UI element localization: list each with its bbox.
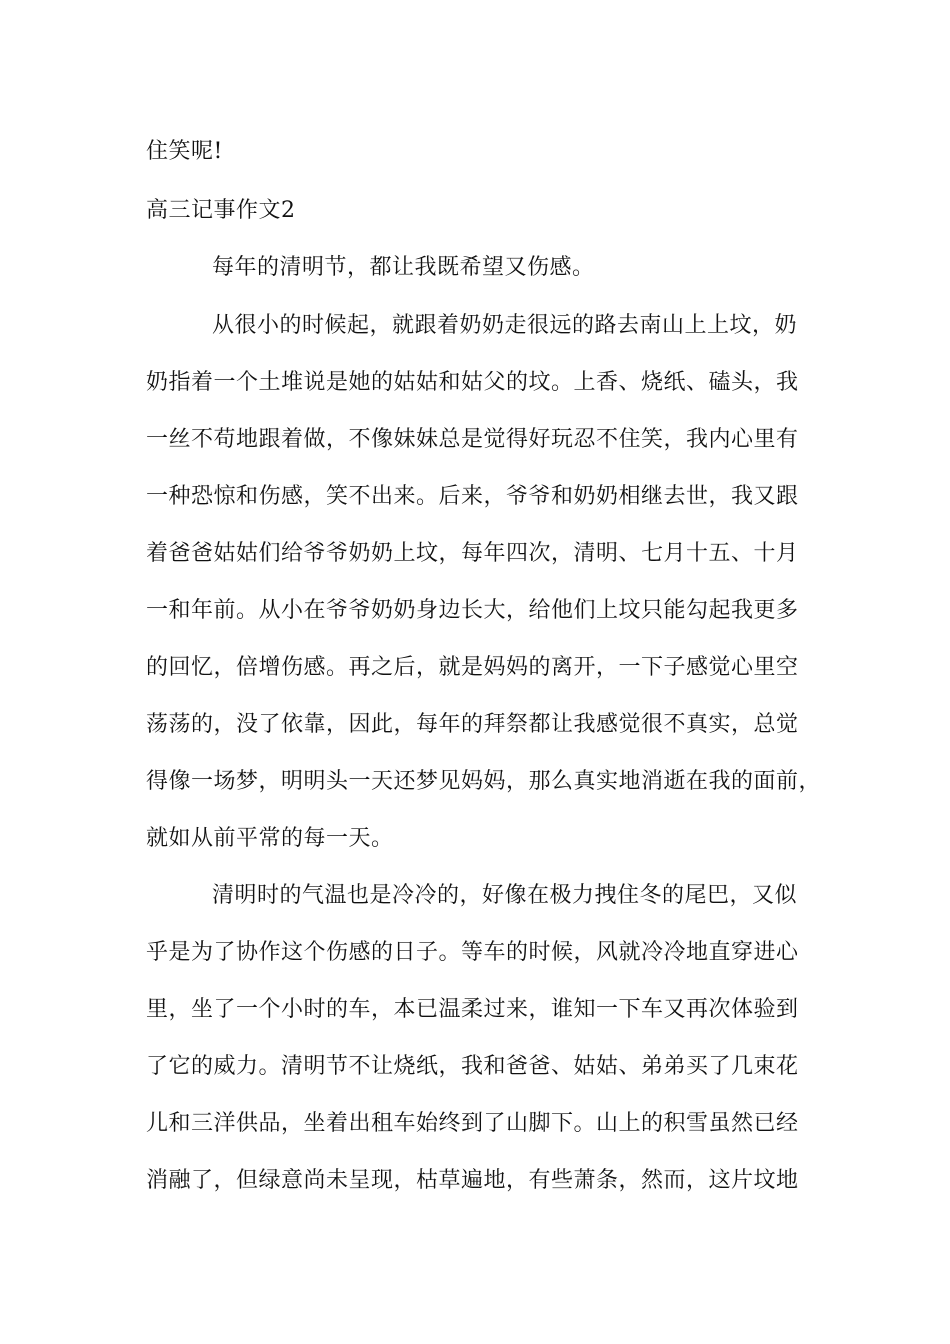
section-heading: 高三记事作文2 bbox=[146, 198, 296, 223]
text-line: 奶指着一个土堆说是她的姑姑和姑父的坟。上香、烧纸、磕头，我 bbox=[146, 370, 799, 395]
text-line: 得像一场梦，明明头一天还梦见妈妈，那么真实地消逝在我的面前， bbox=[146, 769, 822, 794]
text-line: 的回忆，倍增伤感。再之后，就是妈妈的离开，一下子感觉心里空 bbox=[146, 655, 799, 680]
text-line: 就如从前平常的每一天。 bbox=[146, 826, 394, 851]
text-line: 儿和三洋供品，坐着出租车始终到了山脚下。山上的积雪虽然已经 bbox=[146, 1111, 799, 1136]
text-line: 一种恐惊和伤感，笑不出来。后来，爷爷和奶奶相继去世，我又跟 bbox=[146, 484, 799, 509]
text-line: 清明时的气温也是冷冷的，好像在极力拽住冬的尾巴，又似 bbox=[212, 883, 798, 908]
text-line: 里，坐了一个小时的车，本已温柔过来，谁知一下车又再次体验到 bbox=[146, 997, 799, 1022]
text-line: 一丝不苟地跟着做，不像妹妹总是觉得好玩忍不住笑，我内心里有 bbox=[146, 427, 799, 452]
text-line: 荡荡的，没了依靠，因此，每年的拜祭都让我感觉很不真实，总觉 bbox=[146, 712, 799, 737]
text-line: 了它的威力。清明节不让烧纸，我和爸爸、姑姑、弟弟买了几束花 bbox=[146, 1054, 799, 1079]
text-line: 每年的清明节，都让我既希望又伤感。 bbox=[212, 255, 595, 280]
text-line: 着爸爸姑姑们给爷爷奶奶上坟，每年四次，清明、七月十五、十月 bbox=[146, 541, 799, 566]
text-line: 一和年前。从小在爷爷奶奶身边长大，给他们上坟只能勾起我更多 bbox=[146, 598, 799, 623]
text-line: 住笑呢! bbox=[146, 139, 223, 164]
text-line: 从很小的时候起，就跟着奶奶走很远的路去南山上上坟，奶 bbox=[212, 313, 798, 338]
text-line: 乎是为了协作这个伤感的日子。等车的时候，风就冷冷地直穿进心 bbox=[146, 940, 799, 965]
text-line: 消融了，但绿意尚未呈现，枯草遍地，有些萧条，然而，这片坟地 bbox=[146, 1168, 799, 1193]
